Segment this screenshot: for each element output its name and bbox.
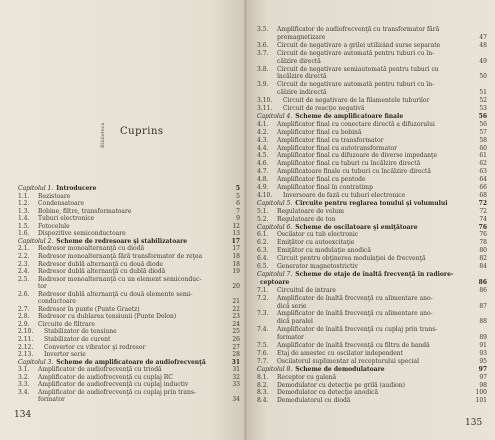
toc-entry-title: Introducere [56,185,97,192]
toc-entry-number: 2.5. [18,275,30,283]
toc-entry [257,160,487,167]
toc-entry-title: Demodulatorul cu diodă [277,397,351,405]
toc-entry [257,231,487,238]
toc-entry-title: Emiţător cu modulaţie anodică [277,247,371,255]
toc-entry-number: 4.8. [257,176,269,184]
toc-entry-title: Circuit de reacţie negativă [283,105,365,112]
toc-entry-title: Condensatoare [38,200,84,208]
toc-entry-title: Amplificator final cu transformator [277,136,384,144]
toc-entry-page: 62 [479,160,487,168]
toc-chapter-entry [18,238,240,245]
toc-entry-title: Redresor în punte (Punte Graetz) [38,305,140,313]
toc-entry-page: 76 [479,231,487,239]
toc-entry-number: 1.3. [18,207,30,215]
toc-entry-number: 3.6. [257,41,269,49]
toc-entry-number: 6.1. [257,231,269,239]
toc-entry-page: 97 [479,373,487,381]
toc-chapter-entry [257,271,487,278]
toc-entry-number: 4.1. [257,120,269,128]
toc-entry-number: 6.5. [257,263,269,270]
toc-entry-number: 4.5. [257,152,269,160]
toc-entry-title: Invertor serie [44,351,86,359]
toc-entry-page: 48 [479,41,487,49]
toc-entry-number: 2.8. [18,313,30,321]
toc-entry-page: 72 [478,199,487,207]
toc-entry-title: Circuit de negativare automată pentru tuburi cu în- [277,49,435,57]
toc-entry-title: formator [277,334,304,342]
toc-entry-title: premagnetizare [277,33,326,41]
toc-entry-title: Circuite de filtrare [38,320,95,328]
toc-entry-number: 2.11. [18,336,34,343]
toc-entry-title: Stabilizator de curent [44,336,111,343]
toc-entry-page: 9 [236,215,240,223]
toc-entry-title: Scheme de amplificatoare finale [295,112,404,120]
toc-entry-title: Regulatoare de ton [277,215,336,223]
toc-chapter-entry [257,366,487,373]
toc-entry-title: Demodulator cu detecţie anodică [277,389,379,397]
toc-entry-page: 17 [231,237,240,245]
toc-entry [257,192,487,199]
toc-entry [257,310,487,317]
toc-entry [257,168,487,175]
toc-entry-title: Inversoare de fază cu tuburi electronice [283,191,406,199]
toc-entry-number: 6.3. [257,247,269,255]
toc-entry [257,105,487,112]
toc-entry-page: 98 [479,381,487,389]
toc-entry-number: 2.2. [18,252,30,260]
toc-entry [18,283,240,290]
toc-entry-title: Redresor cu dublarea tensiunii (Punte Delon) [38,313,177,321]
toc-entry [18,313,240,320]
toc-entry [18,261,240,268]
toc-entry-number: Capitolul 2. [18,237,54,245]
toc-entry [257,216,487,223]
toc-entry-title: Regulatoare de volum [277,207,344,215]
toc-entry [257,58,487,65]
toc-entry-page: 49 [479,57,487,65]
toc-entry-title: Emiţător cu autoexcitaţie [277,239,355,247]
toc-entry-page: 19 [232,268,240,276]
toc-entry [18,328,240,335]
toc-entry-title: Circuit de negativare semiautomată pentru tuburi cu [277,65,439,73]
toc-entry [18,230,240,237]
toc-entry-page: 51 [479,89,487,97]
toc-entry-title: Amplificator de înaltă frecvenţă cu alimentare ano- [277,310,433,318]
toc-entry-page: 24 [232,320,240,328]
toc-entry-title: dică paralel [277,318,313,326]
toc-entry-page: 101 [475,397,487,405]
toc-entry [257,208,487,215]
toc-entry-number: 4.2. [257,128,269,136]
toc-entry-title: Amplificator de înaltă frecvenţă cu cuplaj prin trans- [277,326,438,334]
toc-entry [257,334,487,341]
toc-entry-page: 50 [479,73,487,81]
toc-entry-number: 8.1. [257,373,269,381]
toc-entry-title: Circuit de negativare automată pentru tuburi cu în- [277,81,435,89]
toc-entry [257,350,487,357]
toc-entry-number: 7.1. [257,286,269,294]
toc-entry-number: 2.1. [18,245,30,253]
toc-entry-title: Oscilator cu tub electronic [277,231,359,239]
toc-entry-number: 1.1. [18,192,30,200]
toc-entry-title: Amplificator de audiofrecvenţă cu cuplaj inductiv [38,381,189,389]
toc-entry-number: 2.12. [18,343,34,351]
toc-entry-number: Capitolul 7. [257,270,293,278]
toc-entry [18,268,240,275]
toc-entry-number: 3.2. [18,373,30,381]
toc-entry-title: Fotocelule [38,222,70,230]
toc-entry [18,351,240,358]
toc-entry [257,34,487,41]
toc-entry-page: 86 [478,278,487,286]
toc-entry-page: 22 [232,305,240,313]
toc-entry-number: 3.8. [257,65,269,73]
toc-entry-title: Amplificator de înaltă frecvenţă cu alimentare ano- [277,294,433,302]
toc-entry [257,73,487,80]
toc-entry-title: Scheme de demodulatoare [295,365,385,373]
toc-entry [257,263,487,270]
toc-entry-title: Scheme de redresoare şi stabilizatoare [56,237,188,245]
toc-entry-number: 2.3. [18,260,30,268]
toc-entry-page: 5 [235,185,240,192]
toc-entry-page: 47 [479,33,487,41]
toc-entry [257,137,487,144]
toc-entry-title: Redresor dublă alternanţă cu dublă diodă [38,268,166,276]
toc-chapter-entry [257,200,487,207]
toc-entry-number: 4.9. [257,184,269,191]
toc-entry-page: 89 [479,334,487,342]
toc-entry-page: 86 [479,286,487,294]
toc-entry-title: Generator magnetostrictiv [277,263,358,270]
toc-entry [257,176,487,183]
toc-entry-title: Oscilatorul suplimentar al receptorului special [277,357,420,365]
toc-entry [18,306,240,313]
toc-entry [257,295,487,302]
toc-entry [257,326,487,333]
right-page [247,0,495,440]
toc-entry-title: Circuit pentru obţinerea modulaţiei de frecvenţă [277,255,426,263]
toc-entry-page: 6 [236,200,240,208]
toc-entry [257,184,487,191]
toc-entry [18,336,240,343]
toc-entry-page: 12 [232,222,240,230]
toc-entry [257,239,487,246]
toc-entry-title: Receptor cu galenă [277,373,337,381]
toc-entry [18,389,240,396]
toc-entry-title: Amplificator final cu autotransformator [277,144,397,152]
toc-entry [257,303,487,310]
toc-entry [257,255,487,262]
toc-entry-number: 2.7. [18,305,30,313]
left-page-number: 134 [14,410,32,420]
toc-entry-number: 3.1. [18,366,30,374]
toc-entry-number: Capitolul 6. [257,223,293,231]
toc-entry [257,26,487,33]
toc-entry-number: 3.7. [257,49,269,57]
toc-entry-number: 4.10. [257,191,273,199]
toc-entry-number: 4.7. [257,168,269,176]
toc-entry-title: conductoare [38,298,76,306]
toc-entry-number: 8.2. [257,381,269,389]
toc-entry-title: Amplificator final în contratimp [277,184,373,191]
toc-entry-title: Redresor monoalternanţă fără transformator de reţea [38,252,203,260]
toc-entry [257,145,487,152]
toc-chapter-entry [257,279,487,286]
toc-entry [18,200,240,207]
toc-entry-page: 52 [479,97,487,105]
toc-entry-title: călzire directă [277,57,321,65]
toc-entry-title: Circuitul de intrare [277,286,336,294]
toc-entry [18,366,240,373]
toc-entry-number: 5.1. [257,207,269,215]
toc-entry-title: Stabilizator de tensiune [44,328,117,336]
toc-entry-page: 25 [232,328,240,336]
toc-entry-number: 2.9. [18,320,30,328]
toc-entry [18,396,240,403]
toc-entry-number: 7.2. [257,294,269,302]
toc-entry-page: 93 [479,349,487,357]
toc-entry-page: 20 [232,283,240,291]
toc-entry-page: 27 [232,343,240,351]
toc-entry-title: călzire indirectă [277,89,327,97]
toc-entry-title: Amplificator de înaltă frecvenţă cu filtru de bandă [277,342,430,349]
toc-entry-number: 7.4. [257,326,269,334]
toc-entry [257,287,487,294]
toc-entry-title: Circuit de negativare de la filamentele tuburilor [283,97,430,105]
toc-entry-title: Scheme de etaje de înaltă frecvenţă în radiore- [295,270,454,278]
toc-entry-title: Amplificator final cu bobină [277,128,362,136]
toc-entry-title: Redresor monoalternanţă cu diodă [38,245,145,253]
toc-chapter-entry [257,113,487,120]
toc-entry-title: Scheme de amplificatoare de audiofrecvenţă [56,358,206,366]
toc-entry [257,97,487,104]
toc-entry-title: Amplificator de audiofrecvenţă cu transformator fără [277,26,440,33]
toc-entry [18,223,240,230]
toc-entry-title: Circuite pentru reglarea tonului şi volumului [295,199,448,207]
library-stamp: Biblioteca [100,122,106,148]
toc-entry-number: 1.5. [18,222,30,230]
toc-entry-number: 7.6. [257,349,269,357]
toc-entry-number: 1.4. [18,215,30,223]
toc-entry-number: 3.5. [257,26,269,33]
toc-entry [257,397,487,404]
toc-entry-title: Circuit de negativare a grilei utilizând surse separate [277,41,441,49]
toc-entry [257,121,487,128]
toc-entry-title: Scheme de oscilatoare şi emiţătoare [295,223,418,231]
toc-entry [18,381,240,388]
toc-entry-number: 8.3. [257,389,269,397]
toc-entry-number: Capitolul 8. [257,365,293,373]
toc-entry [18,193,240,200]
toc-entry [257,247,487,254]
toc-entry-title: formator [38,396,65,404]
toc-entry-title: Amplificator final cu tuburi cu încălzire directă [277,160,421,168]
toc-entry-number: 3.11. [257,105,273,112]
toc-entry-page: 17 [232,245,240,253]
toc-entry-number: 3.10. [257,97,273,105]
toc-entry [257,389,487,396]
toc-entry-title: Amplificator final cu conectare directă a difuzorului [277,120,435,128]
toc-entry-number: 4.6. [257,160,269,168]
toc-entry-title: Demodulator cu detecţie pe grilă (audion) [277,381,405,389]
contents-title: Cuprins [120,126,164,137]
toc-entry-number: 3.9. [257,81,269,89]
toc-entry-title: Dispozitive semiconductoare [38,230,126,238]
toc-entry-number: 2.4. [18,268,30,276]
toc-entry-page: 72 [479,207,487,215]
toc-entry-number: 1.2. [18,200,30,208]
toc-entry-page: 63 [479,168,487,176]
toc-entry-title: încălzire directă [277,73,327,81]
toc-entry-title: Rezistoare [38,192,71,200]
toc-entry-number: 4.4. [257,144,269,152]
toc-entry-number: 2.13. [18,351,34,359]
toc-entry-page: 7 [236,207,240,215]
toc-entry-page: 87 [479,302,487,310]
toc-entry-page: 68 [479,191,487,199]
toc-entry [18,253,240,260]
toc-entry-page: 56 [478,112,487,120]
toc-entry-page: 26 [232,336,240,343]
toc-entry-title: Amplificator de audiofrecvenţă cu triodă [38,366,162,374]
toc-entry-number: 3.3. [18,381,30,389]
toc-entry [257,358,487,365]
toc-entry-number: 8.4. [257,397,269,405]
toc-entry-title: Bobine, filtre, transformatoare [38,207,132,215]
toc-entry-page: 97 [478,365,487,373]
toc-entry [18,245,240,252]
toc-entry-number: Capitolul 5. [257,199,293,207]
toc-entry [257,374,487,381]
toc-entry [257,42,487,49]
right-page-number: 135 [465,418,483,428]
toc-entry-title: Amplificator final cu difuzoare de diverse impedanţe [277,152,438,160]
toc-entry-page: 33 [232,381,240,389]
toc-entry-page: 60 [479,144,487,152]
toc-entry [257,342,487,349]
toc-entry-title: Redresor monoalternanţă cu un element semiconduc- [38,275,202,283]
toc-entry-number: 7.5. [257,342,269,349]
toc-chapter-entry [18,359,240,366]
toc-entry-number: Capitolul 3. [18,358,54,366]
toc-entry-page: 34 [232,396,240,404]
toc-entry-number: 2.6. [18,290,30,298]
toc-entry-title: Redresor dublă alternanţă cu două elemente semi- [38,290,193,298]
toc-entry [257,81,487,88]
toc-entry [257,66,487,73]
toc-entry-number: 4.3. [257,136,269,144]
toc-entry-page: 31 [232,366,240,374]
toc-entry-page: 74 [479,215,487,223]
toc-entry-number: 1.6. [18,230,30,238]
toc-entry-page: 21 [232,298,240,306]
toc-entry-page: 5 [236,192,240,200]
toc-entry-page: 78 [479,239,487,247]
toc-entry-number: Capitolul 4. [257,112,293,120]
toc-entry-title: dică serie [277,302,307,310]
toc-entry [18,344,240,351]
toc-entry-page: 18 [232,260,240,268]
toc-entry-page: 100 [475,389,487,397]
toc-entry-page: 88 [479,318,487,326]
toc-entry-page: 84 [479,263,487,270]
toc-entry [18,321,240,328]
toc-entry-page: 32 [232,373,240,381]
toc-entry-number: 6.2. [257,239,269,247]
toc-entry-page: 82 [479,255,487,263]
toc-entry [257,129,487,136]
toc-entry [18,276,240,283]
toc-entry-number: 7.3. [257,310,269,318]
toc-entry-page: 31 [231,358,240,366]
toc-entry [257,50,487,57]
toc-entry-page: 28 [232,351,240,359]
toc-entry-page: 61 [479,152,487,160]
toc-entry-page: 13 [232,230,240,238]
toc-entry-title: Amplificator de audiofrecvenţă cu cuplaj prin trans- [38,388,196,396]
toc-entry [257,152,487,159]
toc-entry [257,89,487,96]
toc-entry-title: Convertor cu vibrator şi redresor [44,343,146,351]
toc-entry [18,208,240,215]
toc-entry-page: 66 [479,184,487,191]
toc-entry-number: 7.7. [257,357,269,365]
toc-entry-number: Capitolul 1. [18,185,54,192]
toc-entry-title: Amplificator final cu pentode [277,176,366,184]
toc-entry-page: 57 [479,128,487,136]
toc-entry-page: 23 [232,313,240,321]
toc-entry-number: 2.10. [18,328,34,336]
toc-entry-title: Amplificator de audiofrecvenţă cu cuplaj RC [38,373,173,381]
toc-entry [257,318,487,325]
toc-entry-title: Tuburi electronice [38,215,95,223]
toc-entry-title: tor [38,283,47,291]
toc-entry-page: 56 [479,120,487,128]
toc-entry [18,374,240,381]
toc-entry [18,291,240,298]
toc-entry-title: ceptoare [260,278,290,286]
left-page [0,0,247,440]
toc-entry-page: 64 [479,176,487,184]
toc-entry-page: 53 [479,105,487,112]
toc-entry-page: 58 [479,136,487,144]
toc-entry-number: 6.4. [257,255,269,263]
toc-entry-page: 91 [479,342,487,349]
toc-entry [18,215,240,222]
toc-entry-page: 18 [232,252,240,260]
toc-entry [257,382,487,389]
toc-entry-number: 5.2. [257,215,269,223]
toc-entry-number: 3.4. [18,388,30,396]
toc-entry [18,298,240,305]
toc-chapter-entry [257,224,487,231]
toc-entry-page: 76 [478,223,487,231]
toc-entry-title: Etaj de amestec cu oscilator independent [277,349,404,357]
toc-entry-page: 95 [479,357,487,365]
toc-chapter-entry [18,185,240,192]
toc-entry-page: 80 [479,247,487,255]
toc-entry-title: Amplificatoare finale cu tuburi cu încălzire directă [277,168,431,176]
toc-entry-title: Redresor dublă alternanţă cu două diode [38,260,163,268]
